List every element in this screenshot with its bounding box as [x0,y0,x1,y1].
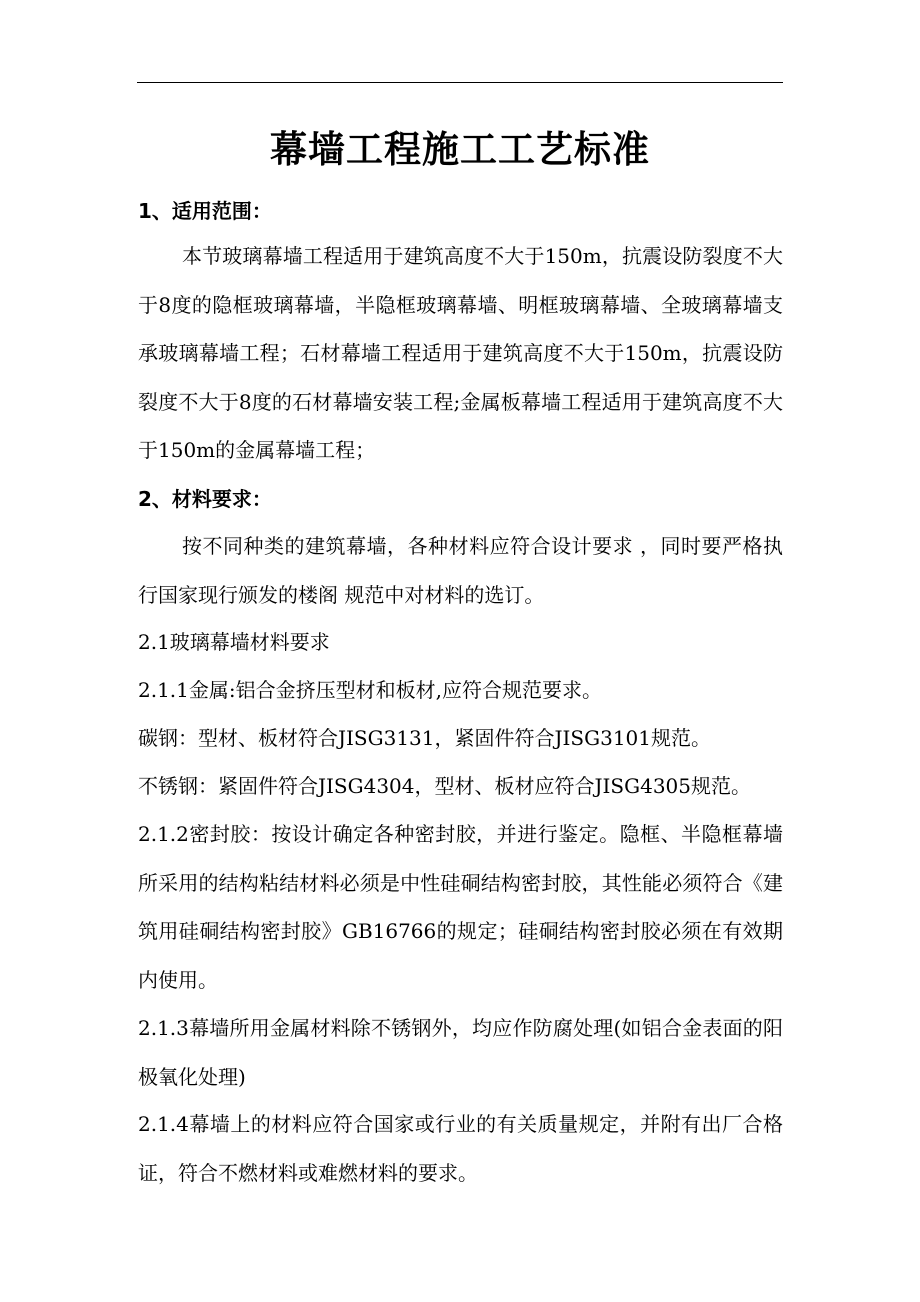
section-1-heading: 1、适用范围： [138,199,272,223]
item-2-1-4: 2.1.4幕墙上的材料应符合国家或行业的有关质量规定，并附有出厂合格证，符合不燃材料或难燃材料的要求。 [138,1112,783,1185]
header-rule [137,82,783,83]
item-2-1-3: 2.1.3幕墙所用金属材料除不锈钢外，均应作防腐处理(如铝合金表面的阳极氧化处理) [138,1016,783,1089]
item-2-1-2: 2.1.2密封胶：按设计确定各种密封胶，并进行鉴定。隐框、半隐框幕墙所采用的结构粘结材料必须是中性硅硐结构密封胶，其性能必须符合《建筑用硅硐结构密封胶》GB16766的规定；硅硐结构密封胶必须在有效期内使用。 [138,822,783,992]
item-2-1-1: 2.1.1金属:铝合金挤压型材和板材,应符合规范要求。 [138,678,602,702]
section-2-intro: 按不同种类的建筑幕墙，各种材料应符合设计要求 ，同时要严格执行国家现行颁发的楼阁 规范中对材料的选订。 [138,534,783,607]
stainless-steel-line: 不锈钢：紧固件符合JISG4304，型材、板材应符合JISG4305规范。 [138,774,751,798]
carbon-steel-line: 碳钢：型材、板材符合JISG3131，紧固件符合JISG3101规范。 [138,726,711,750]
document-title: 幕墙工程施工工艺标准 [270,128,650,171]
subsection-2-1: 2.1玻璃幕墙材料要求 [138,630,330,654]
section-1-body: 本节玻璃幕墙工程适用于建筑高度不大于150m，抗震设防裂度不大于8度的隐框玻璃幕墙，半隐框玻璃幕墙、明框玻璃幕墙、全玻璃幕墙支承玻璃幕墙工程；石材幕墙工程适用于建筑高度不大于150m，抗震设防裂度不大于8度的石材幕墙安装工程;金属板幕墙工程适用于建筑高度不大于150m的金属幕墙工程； [138,244,783,462]
section-2-heading: 2、材料要求： [138,487,272,511]
